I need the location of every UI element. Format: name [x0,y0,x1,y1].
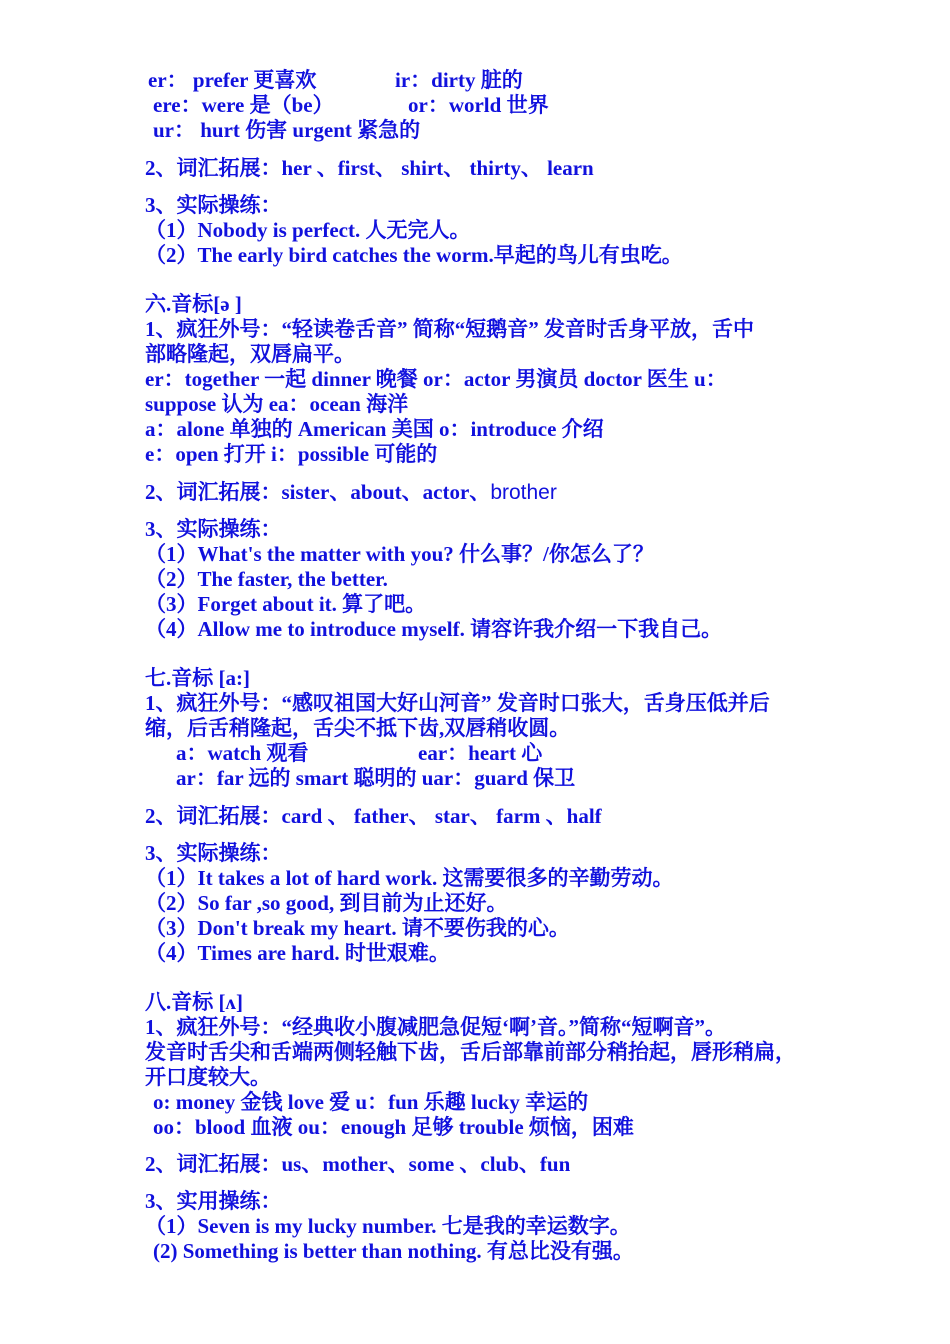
example-row: a：watch 观看 [176,741,309,765]
practice-title: 3、实际操练： [145,193,282,217]
practice-item: (2) Something is better than nothing. 有总比没有强。 [153,1239,634,1263]
ex-row-ere: ere：were 是（be） [153,93,334,117]
practice-title: 3、实际操练： [145,517,282,541]
practice-item: （1）Nobody is perfect. 人无完人。 [145,218,471,242]
practice-item: （2）The faster, the better. [145,567,388,591]
section-desc: 1、疯狂外号：“经典收小腹减肥急促短‘啊’音。”简称“短啊音”。 [145,1015,726,1039]
vocab-expand [145,480,557,505]
ex-row-ir: ir：dirty 脏的 [395,68,523,92]
example-row: a：alone 单独的 American 美国 o：introduce 介绍 [145,417,604,441]
section-desc: 1、疯狂外号：“轻读卷舌音” 简称“短鹅音” 发音时舌身平放，舌中 [145,317,754,341]
section-desc: 发音时舌尖和舌端两侧轻触下齿，舌后部靠前部分稍抬起，唇形稍扁， [145,1040,796,1064]
example-row: er：together 一起 dinner 晚餐 or：actor 男演员 doctor 医生 u： [145,367,727,391]
vocab-expand: 2、词汇拓展：us、mother、some 、club、fun [145,1152,571,1176]
vocab-expand-text: 2、词汇拓展：sister、about、actor、 [145,480,491,504]
vocab-expand: 2、词汇拓展：card 、 father、 star、 farm 、half [145,804,602,828]
example-row: ear：heart 心 [418,741,543,765]
practice-item: （4）Times are hard. 时世艰难。 [145,941,450,965]
practice-item: （1）What's the matter with you? 什么事？/你怎么了？ [145,542,654,566]
practice-item: （2）So far ,so good, 到目前为止还好。 [145,891,508,915]
example-row: oo：blood 血液 ou：enough 足够 trouble 烦恼，困难 [153,1115,634,1139]
example-row: e：open 打开 i：possible 可能的 [145,442,438,466]
practice-item: （2）The early bird catches the worm.早起的鸟儿有虫吃。 [145,243,683,267]
section-desc: 1、疯狂外号：“感叹祖国大好山河音” 发音时口张大，舌身压低并后 [145,691,770,715]
vocab-expand-last: brother [490,481,557,504]
section-desc: 开口度较大。 [145,1065,271,1089]
section-title: 八.音标 [ʌ] [145,990,243,1014]
vocab-expand: 2、词汇拓展：her 、first、 shirt、 thirty、 learn [145,156,594,180]
ex-row-er: er： prefer 更喜欢 [148,68,317,92]
section-title: 七.音标 [a:] [145,666,250,690]
practice-title: 3、实用操练： [145,1189,282,1213]
section-desc: 部略隆起，双唇扁平。 [145,342,355,366]
practice-item: （1）It takes a lot of hard work. 这需要很多的辛勤劳动。 [145,866,674,890]
practice-item: （3）Forget about it. 算了吧。 [145,592,427,616]
example-row: ar：far 远的 smart 聪明的 uar：guard 保卫 [176,766,576,790]
practice-item: （4）Allow me to introduce myself. 请容许我介绍一下我自己。 [145,617,723,641]
section-title: 六.音标[ə ] [145,292,242,316]
ex-row-ur: ur： hurt 伤害 urgent 紧急的 [153,118,421,142]
ex-row-or: or：world 世界 [408,93,549,117]
section-desc: 缩，后舌稍隆起，舌尖不抵下齿,双唇稍收圆。 [145,716,571,740]
example-row: o: money 金钱 love 爱 u：fun 乐趣 lucky 幸运的 [153,1090,589,1114]
practice-title: 3、实际操练： [145,841,282,865]
example-row: suppose 认为 ea：ocean 海洋 [145,392,409,416]
practice-item: （3）Don't break my heart. 请不要伤我的心。 [145,916,570,940]
practice-item: （1）Seven is my lucky number. 七是我的幸运数字。 [145,1214,631,1238]
